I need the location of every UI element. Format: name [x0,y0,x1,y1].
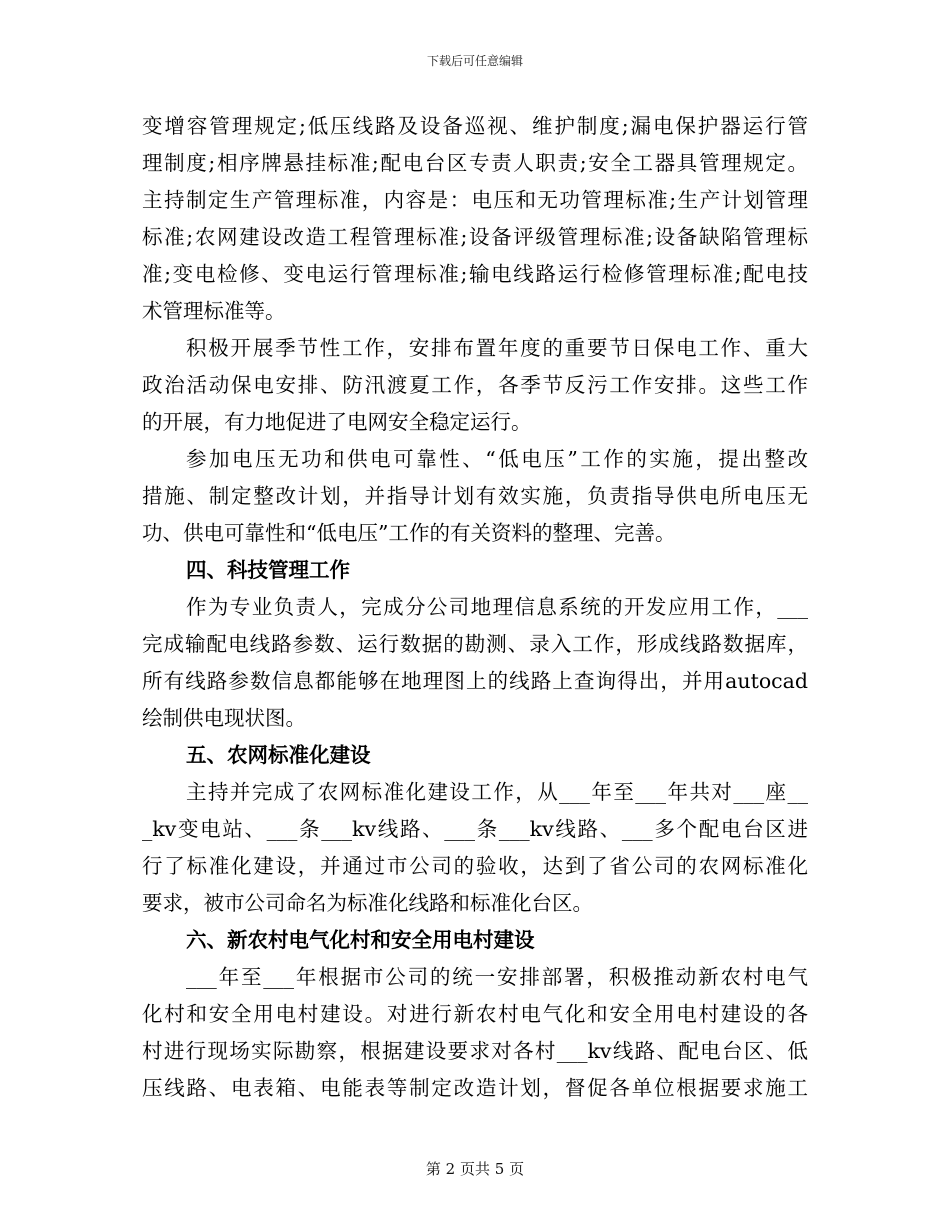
text-line: 理制度;相序牌悬挂标准;配电台区专责人职责;安全工器具管理规定。 [142,151,808,175]
text-line: 的开展，有力地促进了电网安全稳定运行。 [142,410,532,434]
text-line: 行了标准化建设，并通过市公司的验收，达到了省公司的农网标准化 [142,854,808,878]
text-line: 要求，被市公司命名为标准化线路和标准化台区。 [142,891,593,915]
text-line: 主持制定生产管理标准，内容是：电压和无功管理标准;生产计划管理 [142,188,808,212]
text-line: 主持并完成了农网标准化建设工作，从___年至___年共对___座__ [186,780,808,804]
paragraph [142,774,808,922]
text-line: 压线路、电表箱、电能表等制定改造计划，督促各单位根据要求施工 [142,1076,808,1100]
text-line: _kv变电站、___条___kv线路、___条___kv线路、___多个配电台区进 [142,817,808,841]
text-line: 措施、制定整改计划，并指导计划有效实施，负责指导供电所电压无 [142,484,808,508]
text-line: 功、供电可靠性和“低电压”工作的有关资料的整理、完善。 [142,521,676,545]
text-line: 变增容管理规定;低压线路及设备巡视、维护制度;漏电保护器运行管 [142,114,808,138]
paragraph [142,441,808,552]
text-line: 绘制供电现状图。 [142,706,306,730]
text-line: 村进行现场实际勘察，根据建设要求对各村___kv线路、配电台区、低 [142,1039,808,1063]
text-line: 标准;农网建设改造工程管理标准;设备评级管理标准;设备缺陷管理标 [142,225,808,249]
page-footer: 第 2 页共 5 页 [425,1160,525,1178]
text-line: 准;变电检修、变电运行管理标准;输电线路运行检修管理标准;配电技 [142,262,808,286]
document-body [142,108,808,1107]
text-line: 术管理标准等。 [142,299,286,323]
section-heading: 六、新农村电气化村和安全用电村建设 [186,928,535,952]
paragraph [142,108,808,330]
section-heading: 五、农网标准化建设 [186,743,371,767]
text-line: 参加电压无功和供电可靠性、“低电压”工作的实施，提出整改 [186,447,808,471]
text-line: 积极开展季节性工作，安排布置年度的重要节日保电工作、重大 [186,336,808,360]
text-line: ___年至___年根据市公司的统一安排部署，积极推动新农村电气 [186,965,808,989]
paragraph [142,330,808,441]
paragraph [142,959,808,1107]
text-line: 政治活动保电安排、防汛渡夏工作，各季节反污工作安排。这些工作 [142,373,808,397]
text-line: 作为专业负责人，完成分公司地理信息系统的开发应用工作，___ [186,595,808,619]
text-line: 完成输配电线路参数、运行数据的勘测、录入工作，形成线路数据库， [142,632,808,656]
text-line: 化村和安全用电村建设。对进行新农村电气化和安全用电村建设的各 [142,1002,808,1026]
page-header: 下载后可任意编辑 [426,54,523,68]
text-line: 所有线路参数信息都能够在地理图上的线路上查询得出，并用autocad [142,669,808,693]
section-heading: 四、科技管理工作 [186,558,350,582]
paragraph [142,589,808,737]
